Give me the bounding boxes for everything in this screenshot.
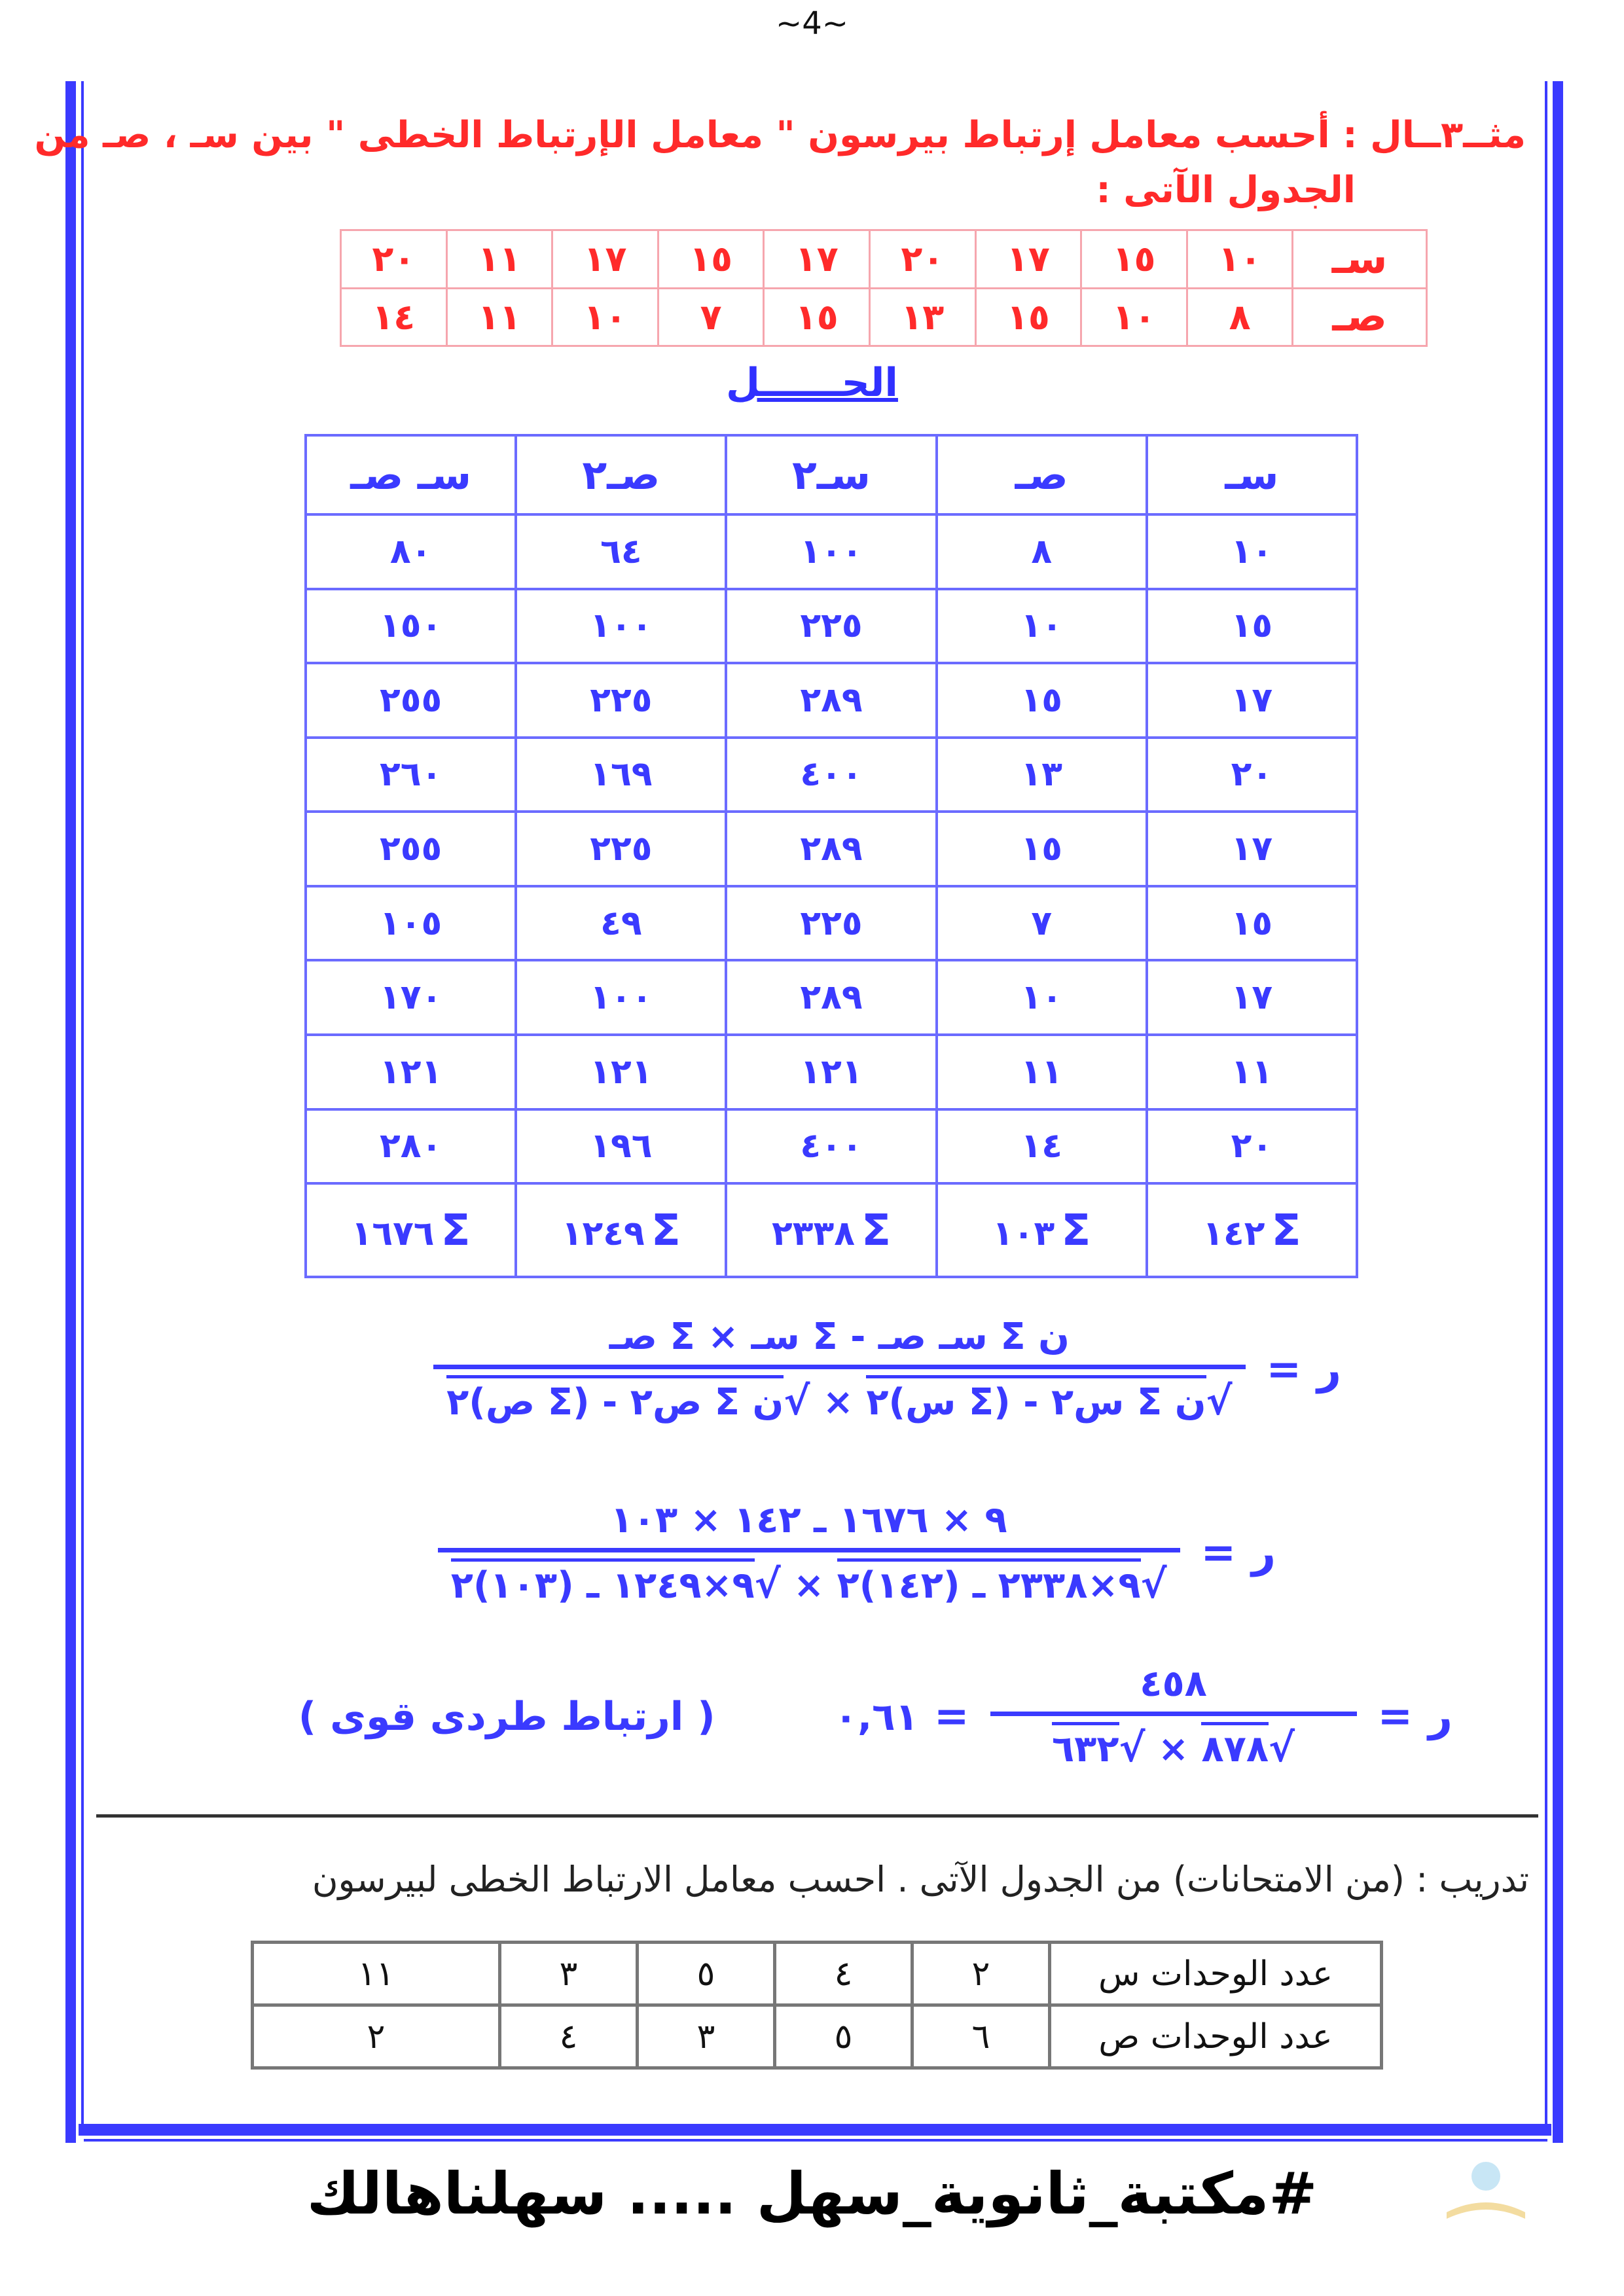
- cell: ٣: [637, 2005, 774, 2068]
- cell: ١٥: [1081, 230, 1187, 289]
- r-symbol: ر: [1428, 1693, 1453, 1741]
- table-row-y: [253, 2005, 1382, 2068]
- cell: ١٥: [937, 663, 1147, 738]
- numerator: ٤٥٨: [1140, 1662, 1207, 1705]
- cell: ٢٠: [870, 230, 976, 289]
- column-header: سـ: [1147, 435, 1357, 514]
- row-label: سـ: [1293, 230, 1427, 289]
- cell: ٢٨٠: [306, 1109, 516, 1184]
- solution-table: [304, 434, 1358, 1278]
- cell: ١٠٠: [516, 960, 726, 1035]
- table-row: [306, 663, 1357, 738]
- sqrt-icon: √: [784, 1378, 810, 1424]
- sqrt-icon: √: [1140, 1562, 1167, 1607]
- cell: ٤: [774, 1943, 912, 2005]
- cell: ١٥: [1147, 589, 1357, 664]
- sigma-icon: Σ: [651, 1205, 681, 1256]
- cell: ١٣: [937, 738, 1147, 812]
- sqrt-icon: √: [1206, 1378, 1233, 1424]
- nezakr-logo: [1388, 2153, 1584, 2284]
- fraction: [990, 1662, 1357, 1771]
- formula-general: [420, 1316, 1349, 1424]
- total-value: ١٦٧٦: [351, 1214, 435, 1254]
- radicand: ن Σ س٢ - (Σ س)٢: [866, 1375, 1206, 1424]
- cell: ١٠: [1187, 230, 1293, 289]
- cell: ٦: [912, 2005, 1049, 2068]
- cell: ٥: [774, 2005, 912, 2068]
- sigma-icon: Σ: [861, 1205, 892, 1256]
- table-row: [306, 1035, 1357, 1109]
- table-row: [306, 886, 1357, 961]
- cell: ٨: [937, 514, 1147, 589]
- row-label: صـ: [1293, 288, 1427, 346]
- radicand: ٩×٢٣٣٨ ـ (١٤٢)٢: [837, 1558, 1141, 1607]
- cell: ١٧: [764, 230, 870, 289]
- radicand: ٦٣٢: [1052, 1722, 1119, 1770]
- times-sign: ×: [1158, 1728, 1189, 1770]
- cell: ٤: [499, 2005, 637, 2068]
- cell: ١٥: [658, 230, 764, 289]
- total-cell: [1147, 1183, 1357, 1277]
- denominator: [433, 1365, 1245, 1424]
- equals-sign: =: [1377, 1693, 1413, 1741]
- cell: ١٠: [1081, 288, 1187, 346]
- row-label: عدد الوحدات س: [1050, 1943, 1382, 2005]
- cell: ١٩٦: [516, 1109, 726, 1184]
- times-sign: ×: [822, 1381, 854, 1424]
- page-number: ~4~: [776, 5, 848, 42]
- sqrt-icon: √: [1269, 1725, 1295, 1771]
- column-header: سـ٢: [726, 435, 936, 514]
- cell: ١١: [446, 288, 552, 346]
- cell: ٥: [637, 1943, 774, 2005]
- footer-hashtag: #مكتبة_ثانوية_سهل ..... سهلناهالك: [306, 2160, 1318, 2227]
- cell: ١٥: [937, 812, 1147, 886]
- cell: ١٣: [870, 288, 976, 346]
- cell: ٤٩: [516, 886, 726, 961]
- cell: ١٤: [937, 1109, 1147, 1184]
- result-value: ٠,٦١: [834, 1695, 918, 1739]
- column-header: صـ: [937, 435, 1147, 514]
- table-row-x: [253, 1943, 1382, 2005]
- r-symbol: ر: [1252, 1529, 1276, 1577]
- cell: ١٠: [1147, 514, 1357, 589]
- divider: [96, 1814, 1538, 1818]
- cell: ١٧: [975, 230, 1081, 289]
- cell: ١١: [446, 230, 552, 289]
- cell: ٢٢٥: [516, 663, 726, 738]
- denominator: [438, 1548, 1180, 1607]
- cell: ٢٨٩: [726, 812, 936, 886]
- cell: ٢: [912, 1943, 1049, 2005]
- cell: ١٥٠: [306, 589, 516, 664]
- sigma-icon: Σ: [1061, 1205, 1091, 1256]
- cell: ٣: [499, 1943, 637, 2005]
- total-cell: [516, 1183, 726, 1277]
- fraction: [438, 1499, 1180, 1607]
- radicand: ٨٧٨: [1201, 1722, 1269, 1770]
- cell: ١١: [937, 1035, 1147, 1109]
- cell: ٢٥٥: [306, 663, 516, 738]
- training-text: تدريب : (من الامتحانات) من الجدول الآتى . احسب معامل الارتباط الخطى لبيرسون: [312, 1859, 1529, 1900]
- cell: ٤٠٠: [726, 738, 936, 812]
- numerator: ٩ × ١٦٧٦ ـ ١٤٢ × ١٠٣: [610, 1499, 1007, 1541]
- radicand: ٩×١٢٤٩ ـ (١٠٣)٢: [451, 1558, 755, 1607]
- sqrt-icon: √: [754, 1562, 781, 1607]
- frame-bottom-inner-border: [84, 2139, 1547, 2142]
- formula-result: [298, 1662, 1460, 1771]
- solution-heading: الحــــــل: [726, 360, 898, 406]
- cell: ١٠: [552, 288, 659, 346]
- fraction: [433, 1316, 1245, 1424]
- cell: ١٢١: [726, 1035, 936, 1109]
- cell: ١٠٠: [726, 514, 936, 589]
- sqrt-icon: √: [1119, 1725, 1146, 1771]
- cell: ١١: [1147, 1035, 1357, 1109]
- cell: ١٧٠: [306, 960, 516, 1035]
- cell: ٨: [1187, 288, 1293, 346]
- cell: ٢٢٥: [516, 812, 726, 886]
- total-value: ٢٣٣٨: [772, 1214, 855, 1254]
- table-row: [306, 1109, 1357, 1184]
- total-cell: [306, 1183, 516, 1277]
- table-row: [306, 738, 1357, 812]
- question-title-line2: الجدول الآتى :: [1096, 169, 1356, 211]
- cell: ١٥: [975, 288, 1081, 346]
- question-title-line1: مثــ٣ــال : أحسب معامل إرتباط بيرسون " معامل الإرتباط الخطى " بين سـ ، صـ من: [34, 114, 1526, 156]
- cell: ١٥: [1147, 886, 1357, 961]
- column-header: سـ صـ: [306, 435, 516, 514]
- cell: ٢: [253, 2005, 500, 2068]
- cell: ٢٦٠: [306, 738, 516, 812]
- table-header-row: [306, 435, 1357, 514]
- cell: ٤٠٠: [726, 1109, 936, 1184]
- cell: ١٥: [764, 288, 870, 346]
- cell: ٢٢٥: [726, 886, 936, 961]
- table-row: [306, 812, 1357, 886]
- table-row-y: [341, 288, 1427, 346]
- cell: ١٠: [937, 589, 1147, 664]
- question-title: [35, 108, 1526, 218]
- total-cell: [726, 1183, 936, 1277]
- column-header: صـ٢: [516, 435, 726, 514]
- cell: ١٠٠: [516, 589, 726, 664]
- sigma-icon: Σ: [1271, 1205, 1301, 1256]
- total-cell: [937, 1183, 1147, 1277]
- book-icon: [1434, 2153, 1538, 2225]
- cell: ١٧: [1147, 960, 1357, 1035]
- question-data-table: [340, 229, 1428, 347]
- cell: ١٤: [341, 288, 447, 346]
- cell: ٢٠: [1147, 1109, 1357, 1184]
- cell: ٧: [658, 288, 764, 346]
- sigma-icon: Σ: [441, 1205, 471, 1256]
- equals-sign: =: [933, 1693, 969, 1741]
- numerator: ن Σ سـ صـ - Σ سـ × Σ صـ: [609, 1316, 1070, 1358]
- cell: ٨٠: [306, 514, 516, 589]
- cell: ٢٨٩: [726, 960, 936, 1035]
- times-sign: ×: [793, 1564, 825, 1607]
- totals-row: [306, 1183, 1357, 1277]
- cell: ٧: [937, 886, 1147, 961]
- cell: ٢٥٥: [306, 812, 516, 886]
- cell: ١٠٥: [306, 886, 516, 961]
- cell: ١٢١: [516, 1035, 726, 1109]
- cell: ٦٤: [516, 514, 726, 589]
- cell: ١٦٩: [516, 738, 726, 812]
- cell: ١٧: [552, 230, 659, 289]
- cell: ٢٠: [341, 230, 447, 289]
- total-value: ١٠٣: [992, 1214, 1055, 1254]
- table-row: [306, 514, 1357, 589]
- table-row: [306, 589, 1357, 664]
- equals-sign: =: [1200, 1529, 1236, 1577]
- cell: ١٧: [1147, 812, 1357, 886]
- equals-sign: =: [1266, 1346, 1302, 1394]
- cell: ٢٠: [1147, 738, 1357, 812]
- table-row-x: [341, 230, 1427, 289]
- total-value: ١٢٤٩: [561, 1214, 645, 1254]
- cell: ١٠: [937, 960, 1147, 1035]
- cell: ١١: [253, 1943, 500, 2005]
- denominator: [990, 1712, 1357, 1771]
- table-row: [306, 960, 1357, 1035]
- total-value: ١٤٢: [1202, 1214, 1265, 1254]
- training-table: [251, 1941, 1383, 2070]
- frame-bottom-border: [79, 2124, 1551, 2136]
- row-label: عدد الوحدات ص: [1050, 2005, 1382, 2068]
- interpretation: ( ارتباط طردى قوى ): [298, 1694, 715, 1740]
- r-symbol: ر: [1317, 1346, 1341, 1394]
- cell: ١٧: [1147, 663, 1357, 738]
- cell: ١٢١: [306, 1035, 516, 1109]
- radicand: ن Σ ص٢ - (Σ ص)٢: [446, 1375, 784, 1424]
- formula-substituted: [425, 1499, 1284, 1607]
- cell: ٢٨٩: [726, 663, 936, 738]
- cell: ٢٢٥: [726, 589, 936, 664]
